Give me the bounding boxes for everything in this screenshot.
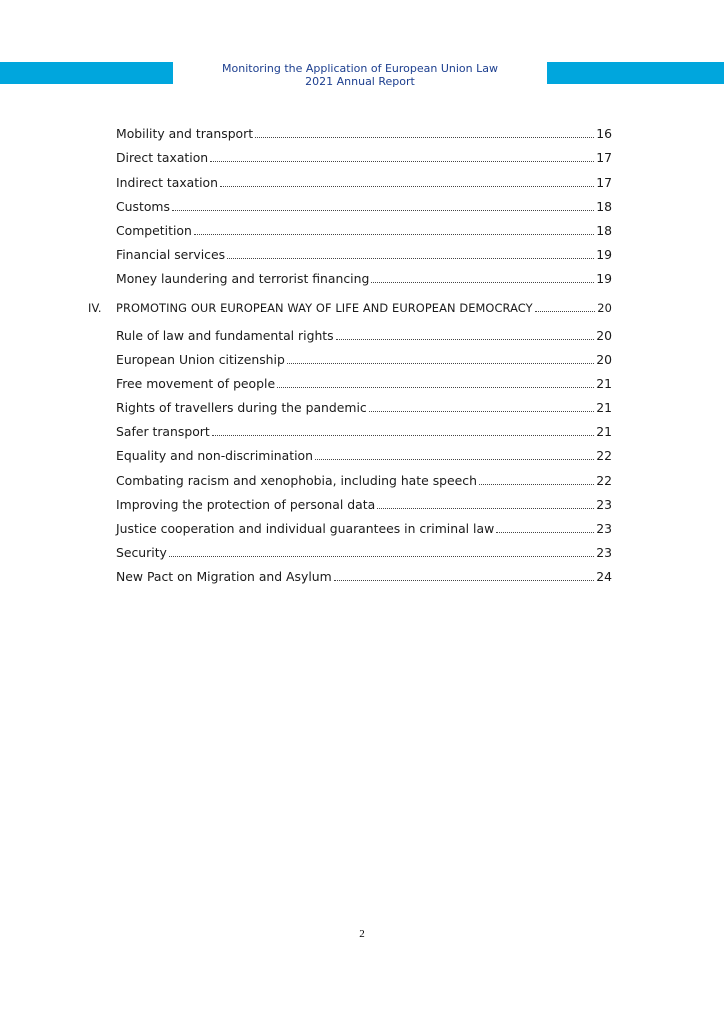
toc-entry-label: Justice cooperation and individual guarantees in criminal law: [116, 521, 495, 536]
toc-leader-dots: [255, 136, 594, 138]
toc-leader-dots: [169, 555, 594, 557]
toc-entry-label: Customs: [116, 198, 170, 214]
toc-leader-dots: [315, 458, 594, 460]
toc-entry[interactable]: [88, 515, 612, 539]
toc-leader-dots: [287, 362, 594, 364]
toc-section-entry[interactable]: [88, 291, 612, 318]
toc-entry-label: Improving the protection of personal data: [116, 496, 376, 512]
toc-leader-dots: [194, 233, 594, 235]
toc-entry[interactable]: [88, 442, 612, 466]
toc-entry-page: 20: [596, 327, 612, 343]
toc-entry-page: 23: [596, 521, 612, 536]
header-title-line2: 2021 Annual Report: [305, 75, 415, 88]
toc-entry-page: 22: [596, 448, 612, 464]
toc-entry-label: Safer transport: [116, 424, 210, 440]
toc-leader-dots: [210, 160, 594, 162]
toc-entry[interactable]: [88, 539, 612, 563]
toc-entry[interactable]: [88, 168, 612, 192]
toc-section-page: 20: [597, 301, 612, 316]
toc-leader-dots: [220, 185, 594, 187]
toc-entry[interactable]: [88, 193, 612, 217]
header-accent-bar-right: [547, 62, 724, 84]
toc-entry-page: 23: [596, 545, 612, 561]
toc-entry[interactable]: [88, 394, 612, 418]
toc-entry-page: 17: [596, 150, 612, 166]
toc-leader-dots: [496, 531, 594, 533]
toc-entry[interactable]: [88, 120, 612, 144]
toc-entry[interactable]: [88, 265, 612, 289]
toc-leader-dots: [277, 386, 594, 388]
toc-section-label: PROMOTING OUR EUROPEAN WAY OF LIFE AND EUROPEAN DEMOCRACY: [116, 301, 533, 316]
toc-entry[interactable]: [88, 241, 612, 265]
toc-entry-page: 22: [596, 472, 612, 488]
toc-leader-dots: [535, 310, 596, 312]
toc-section-number: IV.: [88, 301, 102, 316]
toc-entry-label: Competition: [116, 222, 192, 238]
running-header: [173, 62, 547, 88]
toc-entry-page: 21: [596, 375, 612, 391]
toc-leader-dots: [334, 579, 595, 581]
toc-entry-page: 21: [596, 424, 612, 440]
toc-entry-label: Rule of law and fundamental rights: [116, 327, 334, 343]
toc-entry-label: Money laundering and terrorist financing: [116, 271, 370, 287]
toc-entry-page: 21: [596, 400, 612, 416]
toc-entry[interactable]: [88, 466, 612, 490]
toc-entry-page: 19: [596, 247, 612, 263]
toc-leader-dots: [479, 483, 594, 485]
toc-entry-label: Free movement of people: [116, 375, 276, 391]
toc-entry-page: 18: [596, 222, 612, 238]
toc-leader-dots: [172, 209, 594, 211]
toc-entry-label: Security: [116, 545, 167, 561]
toc-entry-label: Indirect taxation: [116, 174, 218, 190]
toc-entry-label: Direct taxation: [116, 150, 209, 166]
toc-leader-dots: [212, 434, 594, 436]
toc-leader-dots: [377, 507, 594, 509]
toc-leader-dots: [371, 281, 594, 283]
toc-entry-page: 20: [596, 351, 612, 367]
toc-entry[interactable]: [88, 418, 612, 442]
toc-entry[interactable]: [88, 217, 612, 241]
toc-entry-label: Combating racism and xenophobia, including hate speech: [116, 472, 477, 488]
toc-entry-page: 23: [596, 496, 612, 512]
toc-entry-page: 17: [596, 174, 612, 190]
toc-entry-label: New Pact on Migration and Asylum: [116, 569, 332, 585]
toc-leader-dots: [227, 257, 594, 259]
toc-entry[interactable]: [88, 346, 612, 370]
toc-entry-label: Rights of travellers during the pandemic: [116, 400, 367, 416]
table-of-contents: [88, 120, 612, 587]
toc-entry-label: Financial services: [116, 247, 226, 263]
toc-entry-page: 24: [596, 569, 612, 585]
toc-entry[interactable]: [88, 370, 612, 394]
toc-entry-page: 19: [596, 271, 612, 287]
header-accent-bar-left: [0, 62, 173, 84]
toc-entry-page: 16: [596, 126, 612, 142]
toc-entry[interactable]: [88, 491, 612, 515]
toc-leader-dots: [369, 410, 595, 412]
toc-entry-label: European Union citizenship: [116, 351, 285, 367]
toc-entry-label: Mobility and transport: [116, 126, 254, 142]
page-number: 2: [359, 928, 365, 940]
toc-entry-label: Equality and non-discrimination: [116, 448, 313, 464]
toc-entry[interactable]: [88, 144, 612, 168]
toc-entry-page: 18: [596, 198, 612, 214]
header-title-line1: Monitoring the Application of European Union Law: [222, 62, 498, 75]
toc-entry[interactable]: [88, 563, 612, 587]
toc-leader-dots: [336, 338, 595, 340]
toc-entry[interactable]: [88, 321, 612, 345]
